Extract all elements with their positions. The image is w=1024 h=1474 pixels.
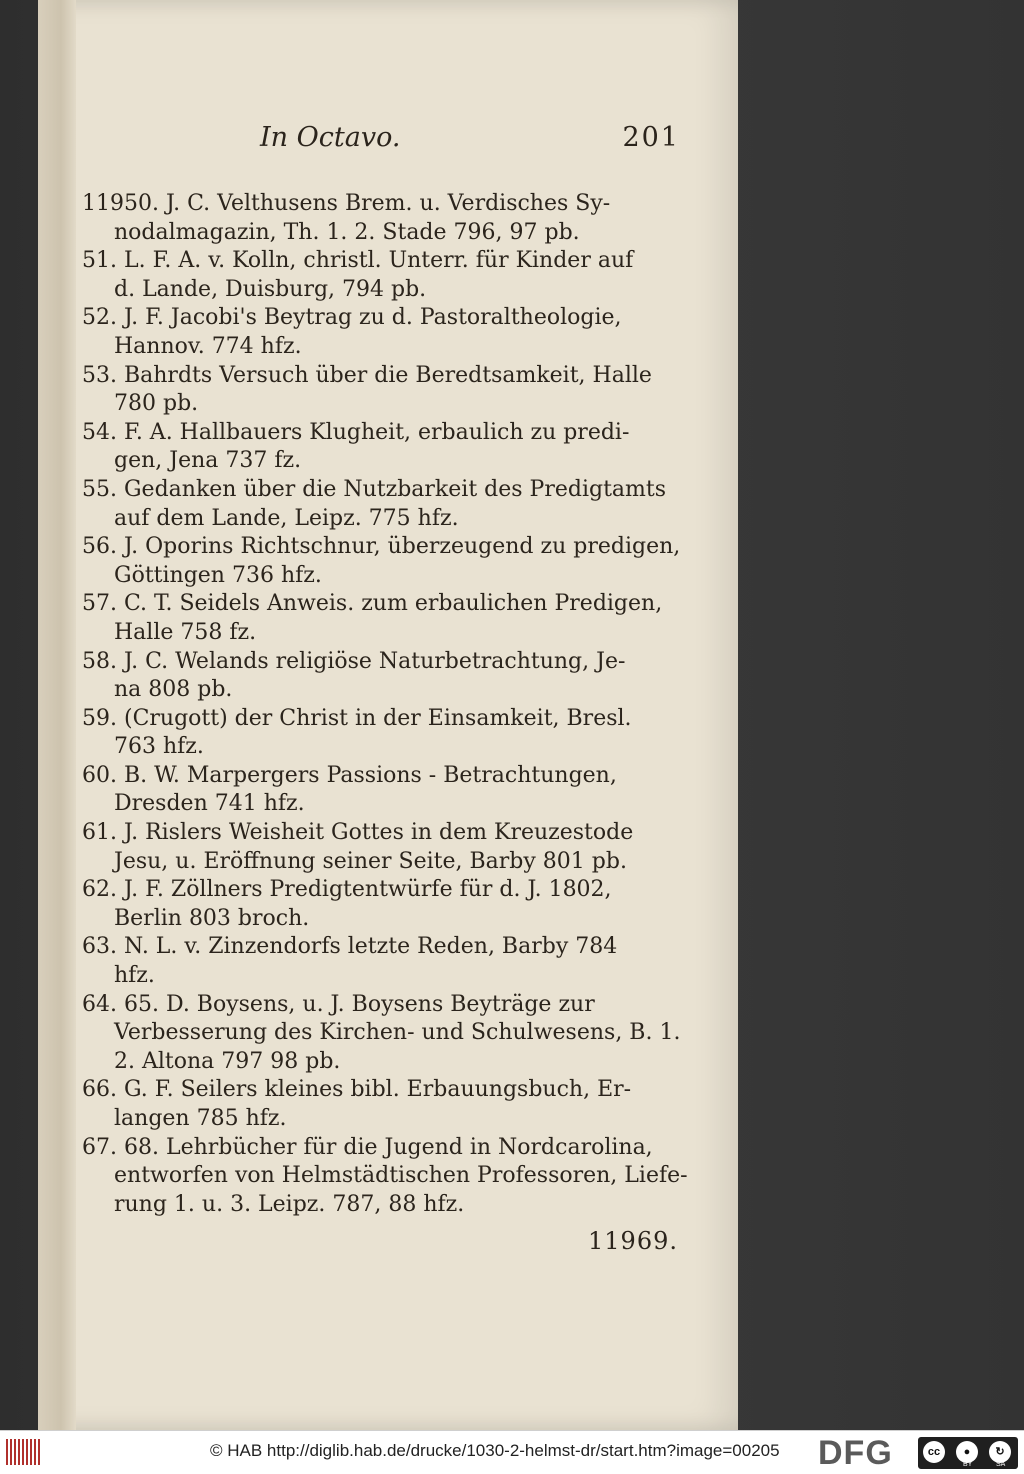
copyright-link[interactable]: © HAB http://diglib.hab.de/drucke/1030-2-helmst-dr/start.htm?image=00205 (210, 1441, 780, 1460)
entry-line: 53. Bahrdts Versuch über die Beredtsamkeit, Halle (82, 362, 652, 388)
catalog-entry (82, 648, 682, 705)
entry-line: 60. B. W. Marpergers Passions - Betrachtungen, (82, 762, 617, 788)
entry-line: rung 1. u. 3. Leipz. 787, 88 hfz. (114, 1191, 465, 1217)
entry-line: 55. Gedanken über die Nutzbarkeit des Predigtamts (82, 476, 667, 502)
cc-icon: cc (923, 1441, 945, 1463)
catalog-entry (82, 590, 682, 647)
entry-line: na 808 pb. (114, 677, 233, 703)
catalog-entry (82, 1134, 688, 1220)
catalog-entry (82, 933, 682, 990)
entry-line: Halle 758 fz. (114, 619, 257, 645)
entry-line: 61. J. Rislers Weisheit Gottes in dem Kreuzestode (82, 820, 634, 846)
page-edge (38, 0, 76, 1430)
entry-line: 56. J. Oporins Richtschnur, überzeugend zu predigen, (82, 534, 681, 560)
entry-line: 780 pb. (114, 391, 199, 417)
entry-line: 59. (Crugott) der Christ in der Einsamkeit, Bresl. (82, 705, 632, 731)
catalog-entry (82, 304, 682, 361)
entry-line: gen, Jena 737 fz. (114, 448, 302, 474)
catalog-entry (82, 362, 682, 419)
catchword: 11969. (588, 1227, 678, 1255)
entry-line: 763 hfz. (114, 734, 204, 760)
entry-line: entworfen von Helmstädtischen Professoren, Liefe- (114, 1163, 688, 1189)
header-title: In Octavo. (260, 122, 401, 153)
catalog-entry (82, 819, 682, 876)
entry-line: Hannov. 774 hfz. (114, 333, 302, 359)
catalog-entry (82, 705, 682, 762)
catalog-entry (82, 533, 682, 590)
page-number: 201 (622, 122, 680, 153)
share-alike-icon: ↻ (989, 1441, 1011, 1463)
entry-line: 64. 65. D. Boysens, u. J. Boysens Beyträge zur (82, 991, 595, 1017)
entry-line: 63. N. L. v. Zinzendorfs letzte Reden, Barby 784 (82, 934, 618, 960)
entry-line: Berlin 803 broch. (114, 905, 310, 931)
catalog-entry (82, 476, 682, 533)
entry-line: 57. C. T. Seidels Anweis. zum erbaulichen Predigen, (82, 591, 663, 617)
entry-line: 66. G. F. Seilers kleines bibl. Erbauungsbuch, Er- (82, 1077, 632, 1103)
catalog-entry (82, 419, 682, 476)
license-sa-label: SA (996, 1461, 1006, 1468)
entry-line: langen 785 hfz. (114, 1106, 287, 1131)
entry-line: 52. J. F. Jacobi's Beytrag zu d. Pastoraltheologie, (82, 305, 622, 331)
catalog-entry (82, 762, 682, 819)
dfg-logo: DFG (818, 1434, 893, 1472)
viewer-footer (0, 1430, 1024, 1474)
entry-line: 11950. J. C. Velthusens Brem. u. Verdisches Sy- (82, 191, 611, 216)
entry-line: 2. Altona 797 98 pb. (114, 1048, 341, 1074)
cc-license-badge[interactable] (918, 1437, 1018, 1469)
entry-line: 62. J. F. Zöllners Predigtentwürfe für d. J. 1802, (82, 877, 612, 903)
entry-line: 54. F. A. Hallbauers Klugheit, erbaulich zu predi- (82, 419, 630, 445)
catalog-entry (82, 991, 682, 1077)
entry-line: 67. 68. Lehrbücher für die Jugend in Nordcarolina, (82, 1134, 653, 1160)
catalog-entry (82, 1076, 682, 1133)
hab-barcode-logo (6, 1439, 40, 1465)
entry-line: d. Lande, Duisburg, 794 pb. (114, 276, 427, 302)
person-icon: ● (956, 1441, 978, 1463)
entry-line: auf dem Lande, Leipz. 775 hfz. (114, 505, 459, 531)
entry-line: 58. J. C. Welands religiöse Naturbetrachtung, Je- (82, 648, 626, 674)
catalog-entry (82, 876, 682, 933)
entry-line: Dresden 741 hfz. (114, 791, 305, 817)
catalog-entry (82, 247, 682, 304)
catalog-entry (82, 190, 682, 247)
entry-line: nodalmagazin, Th. 1. 2. Stade 796, 97 pb. (114, 219, 580, 245)
entry-line: Göttingen 736 hfz. (114, 562, 322, 588)
entry-line: Jesu, u. Eröffnung seiner Seite, Barby 801 pb. (114, 848, 627, 874)
license-by-label: BY (963, 1461, 973, 1468)
catalog-entries (82, 190, 688, 1219)
entry-line: Verbesserung des Kirchen- und Schulwesens, B. 1. (114, 1020, 681, 1046)
entry-line: 51. L. F. A. v. Kolln, christl. Unterr. für Kinder auf (82, 248, 634, 274)
running-header (260, 122, 680, 162)
entry-line: hfz. (114, 963, 155, 989)
